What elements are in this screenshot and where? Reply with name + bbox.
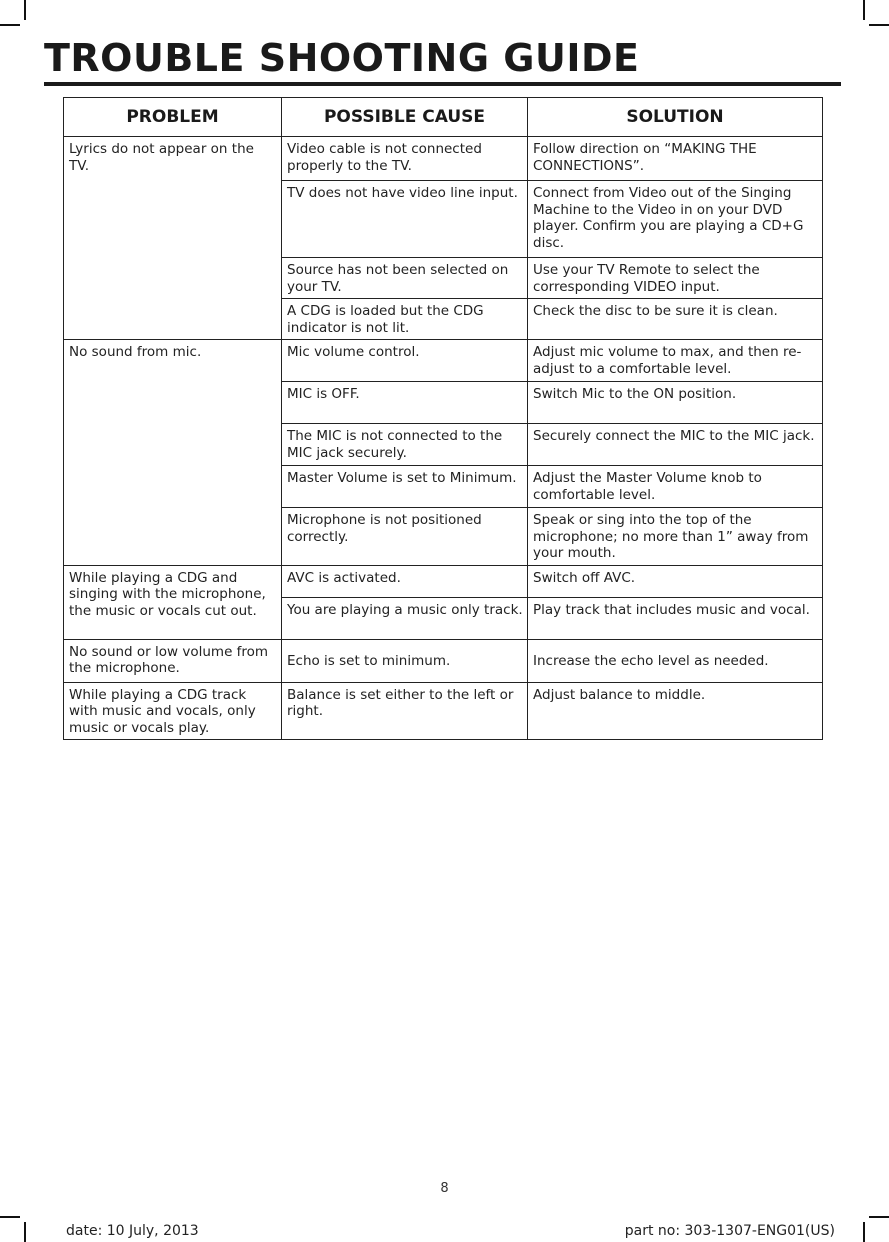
crop-mark [24, 0, 26, 20]
cause-cell: Echo is set to minimum. [282, 639, 528, 682]
solution-cell: Use your TV Remote to select the corresponding VIDEO input. [528, 258, 823, 299]
page-title: TROUBLE SHOOTING GUIDE [44, 36, 640, 80]
solution-cell: Check the disc to be sure it is clean. [528, 299, 823, 340]
solution-cell: Switch Mic to the ON position. [528, 382, 823, 424]
cause-cell: Source has not been selected on your TV. [282, 258, 528, 299]
crop-mark [0, 24, 20, 26]
solution-cell: Play track that includes music and vocal. [528, 597, 823, 639]
troubleshooting-table [63, 97, 823, 740]
cause-cell: Mic volume control. [282, 340, 528, 382]
table-row [64, 340, 823, 382]
solution-cell: Securely connect the MIC to the MIC jack. [528, 424, 823, 466]
problem-cell: Lyrics do not appear on the TV. [64, 137, 282, 340]
page-number: 8 [440, 1181, 449, 1196]
cause-cell: Balance is set either to the left or right. [282, 682, 528, 740]
crop-mark [0, 1216, 20, 1218]
cause-cell: You are playing a music only track. [282, 597, 528, 639]
header-problem: PROBLEM [64, 98, 282, 137]
footer-date: date: 10 July, 2013 [66, 1223, 199, 1239]
header-solution: SOLUTION [528, 98, 823, 137]
title-underline [44, 82, 841, 86]
problem-cell: While playing a CDG track with music and vocals, only music or vocals play. [64, 682, 282, 740]
cause-cell: TV does not have video line input. [282, 181, 528, 258]
problem-cell: While playing a CDG and singing with the microphone, the music or vocals cut out. [64, 565, 282, 639]
solution-cell: Switch off AVC. [528, 565, 823, 597]
problem-cell: No sound or low volume from the microphone. [64, 639, 282, 682]
solution-cell: Adjust the Master Volume knob to comfortable level. [528, 466, 823, 508]
cause-cell: The MIC is not connected to the MIC jack securely. [282, 424, 528, 466]
table-row [64, 682, 823, 740]
solution-cell: Adjust balance to middle. [528, 682, 823, 740]
problem-cell: No sound from mic. [64, 340, 282, 566]
crop-mark [863, 1222, 865, 1242]
table-row [64, 639, 823, 682]
crop-mark [863, 0, 865, 20]
table-row [64, 137, 823, 181]
crop-mark [869, 1216, 889, 1218]
cause-cell: Video cable is not connected properly to the TV. [282, 137, 528, 181]
solution-cell: Speak or sing into the top of the microphone; no more than 1” away from your mouth. [528, 508, 823, 566]
cause-cell: MIC is OFF. [282, 382, 528, 424]
solution-cell: Adjust mic volume to max, and then re-adjust to a comfortable level. [528, 340, 823, 382]
solution-cell: Increase the echo level as needed. [528, 639, 823, 682]
table-row [64, 565, 823, 597]
cause-cell: A CDG is loaded but the CDG indicator is not lit. [282, 299, 528, 340]
cause-cell: Microphone is not positioned correctly. [282, 508, 528, 566]
solution-cell: Follow direction on “MAKING THE CONNECTIONS”. [528, 137, 823, 181]
cause-cell: Master Volume is set to Minimum. [282, 466, 528, 508]
header-cause: POSSIBLE CAUSE [282, 98, 528, 137]
table-header-row [64, 98, 823, 137]
crop-mark [24, 1222, 26, 1242]
solution-cell: Connect from Video out of the Singing Machine to the Video in on your DVD player. Confirm you are playing a CD+G disc. [528, 181, 823, 258]
footer-part-number: part no: 303-1307-ENG01(US) [624, 1223, 835, 1239]
crop-mark [869, 24, 889, 26]
cause-cell: AVC is activated. [282, 565, 528, 597]
